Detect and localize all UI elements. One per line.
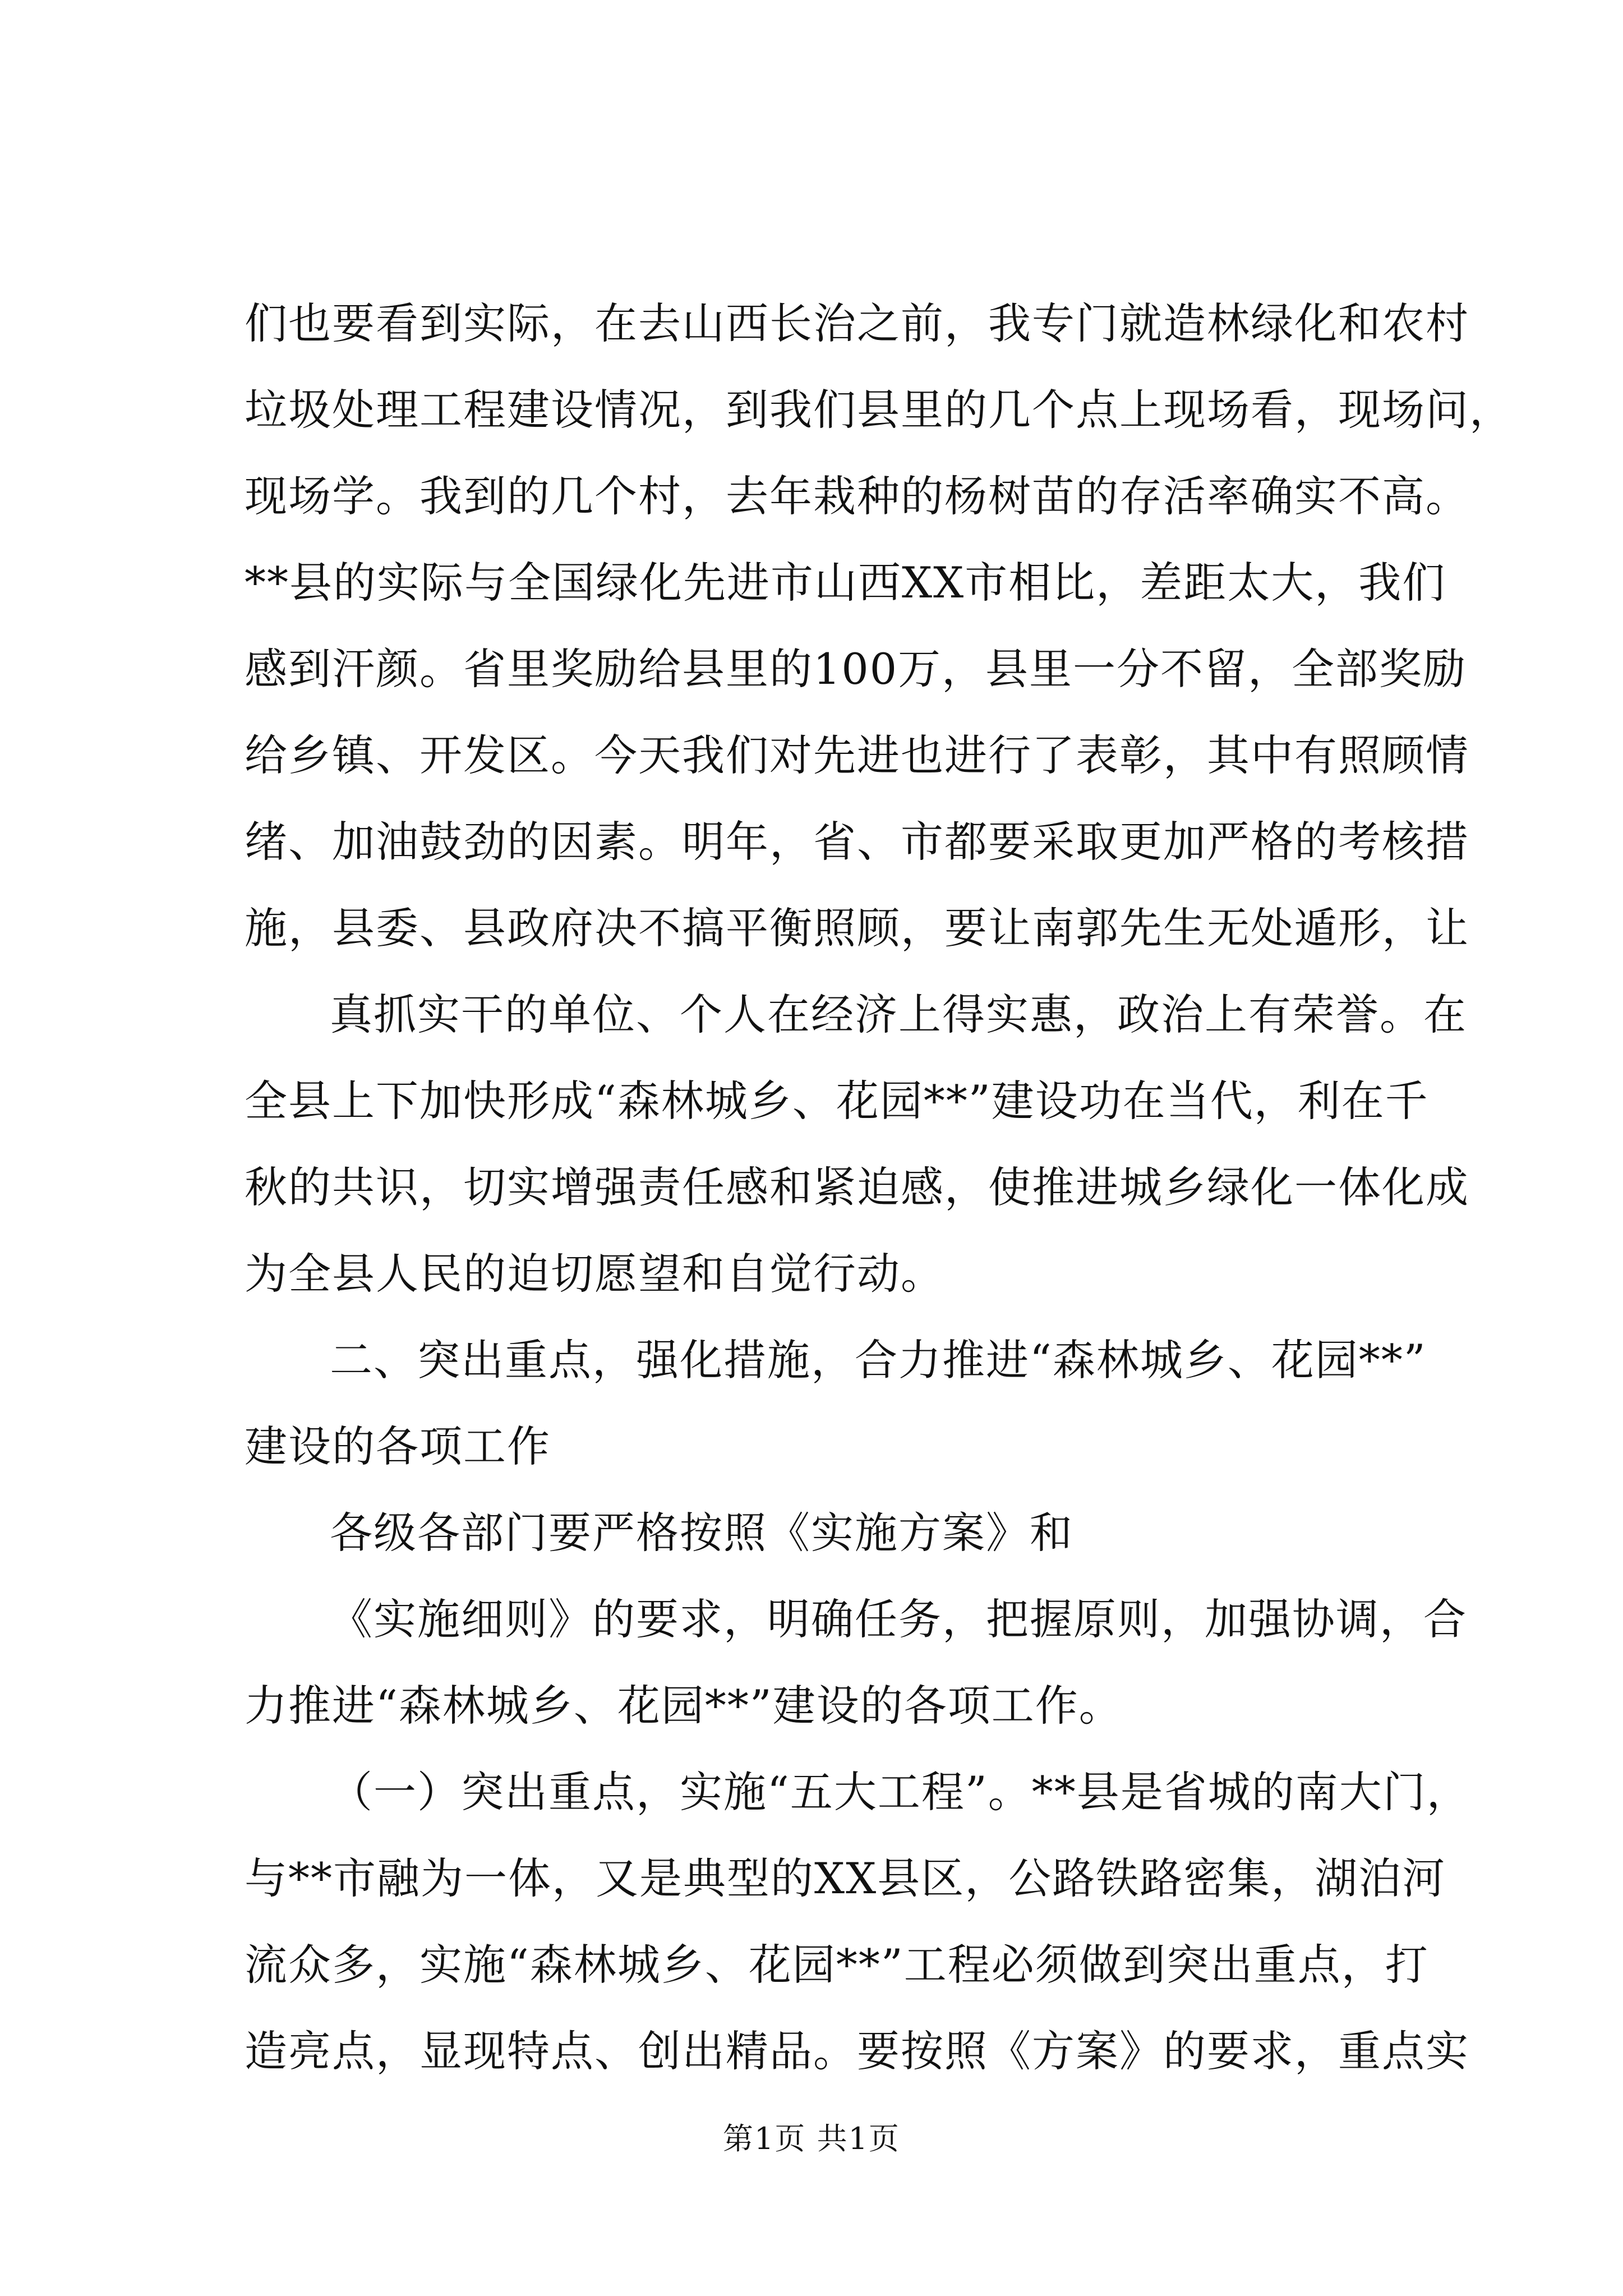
text-line: 造亮点，显现特点、创出精品。要按照《方案》的要求，重点实 — [245, 2026, 1469, 2076]
text-line: （一）突出重点，实施“五大工程”。**县是省城的南大门， — [330, 1767, 1470, 1817]
text-line: 现场学。我到的几个村，去年栽种的杨树苗的存活率确实不高。 — [245, 471, 1469, 521]
text-line: 秋的共识，切实增强责任感和紧迫感，使推进城乡绿化一体化成 — [245, 1162, 1469, 1212]
document-body — [245, 280, 1513, 2095]
text-line: 感到汗颜。省里奖励给县里的100万，县里一分不留，全部奖励 — [245, 644, 1467, 694]
text-line: 与**市融为一体，又是典型的XX县区，公路铁路密集，湖泊河 — [245, 1853, 1446, 1903]
text-line: 为全县人民的迫切愿望和自觉行动。 — [245, 1249, 944, 1299]
text-line: 二、突出重点，强化措施，合力推进“森林城乡、花园**” — [330, 1335, 1427, 1385]
text-line: 给乡镇、开发区。今天我们对先进也进行了表彰，其中有照顾情 — [245, 730, 1469, 780]
page-footer: 第1页 共1页 — [723, 2121, 900, 2156]
text-line: 垃圾处理工程建设情况，到我们县里的几个点上现场看，现场问， — [245, 385, 1513, 435]
text-line: 全县上下加快形成“森林城乡、花园**”建设功在当代，利在千 — [245, 1076, 1429, 1126]
text-line: 流众多，实施“森林城乡、花园**”工程必须做到突出重点，打 — [245, 1940, 1429, 1990]
text-line: 《实施细则》的要求，明确任务，把握原则，加强协调，合 — [330, 1594, 1467, 1644]
text-line: 各级各部门要严格按照《实施方案》和 — [330, 1508, 1073, 1558]
text-line: 真抓实干的单位、个人在经济上得实惠，政治上有荣誉。在 — [330, 990, 1467, 1039]
text-line: 力推进“森林城乡、花园**”建设的各项工作。 — [245, 1681, 1123, 1731]
text-line: **县的实际与全国绿化先进市山西XX市相比，差距太大，我们 — [245, 558, 1446, 608]
text-line: 绪、加油鼓劲的因素。明年，省、市都要采取更加严格的考核措 — [245, 817, 1469, 867]
text-line: 们也要看到实际，在去山西长治之前，我专门就造林绿化和农村 — [245, 298, 1469, 348]
text-line: 施，县委、县政府决不搞平衡照顾，要让南郭先生无处遁形，让 — [245, 903, 1469, 953]
text-line: 建设的各项工作 — [245, 1421, 551, 1471]
